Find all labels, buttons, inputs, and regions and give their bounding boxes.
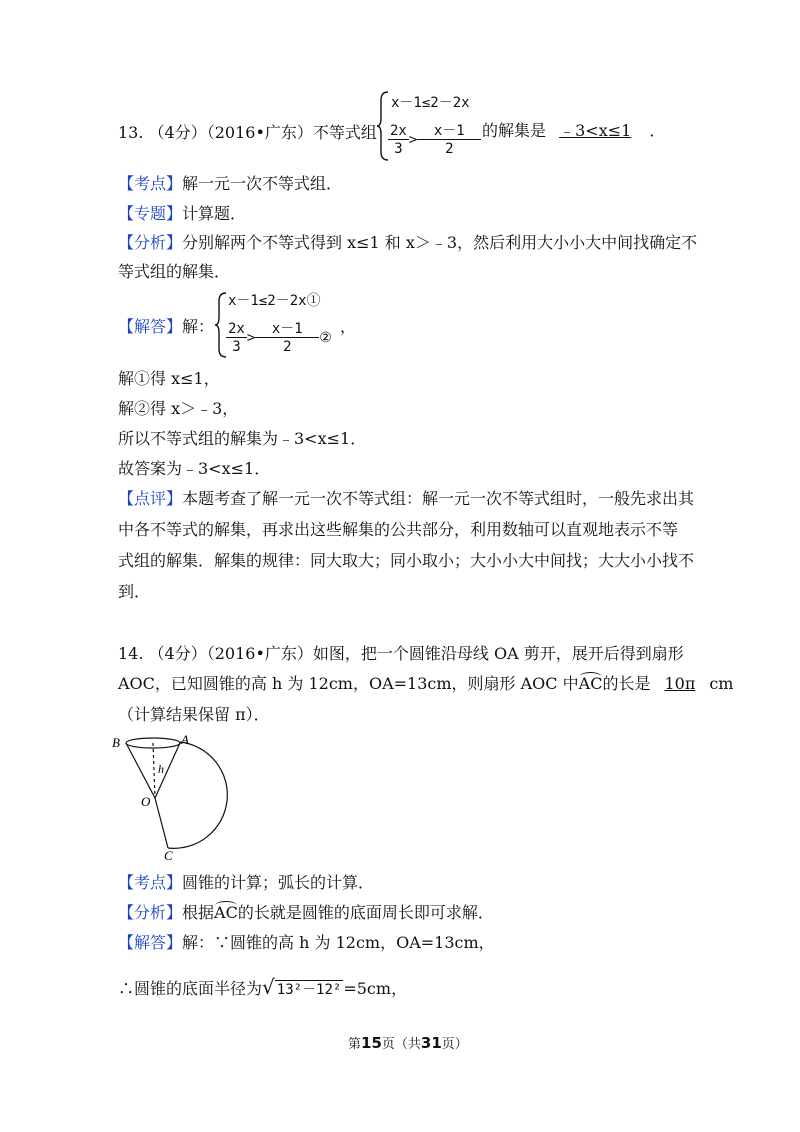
q13-frac-a-num: 2x	[390, 123, 407, 139]
q13-jieda	[118, 319, 214, 335]
q13-points: （4分）	[148, 123, 207, 142]
q13-circ2: ②	[319, 330, 332, 346]
q14-fenxi	[118, 905, 494, 921]
q14-line3: （计算结果保留 π）．	[118, 705, 270, 724]
q14-line2-a: AOC，已知圆锥的高 h 为 12cm，OA=13cm，则扇形 AOC 中	[118, 674, 579, 693]
q13-fenxi-line2: 等式组的解集．	[118, 262, 231, 281]
q13-frac-b-num: x－1	[417, 124, 481, 140]
q13-dianping-tag: 【点评】	[118, 489, 183, 508]
q13-jieda-prefix: 解：	[182, 317, 215, 336]
q13-step2: 解②得 x＞﹣3，	[118, 399, 239, 418]
q13-step1: 解①得 x≤1，	[118, 369, 220, 388]
q13-zhuanti	[118, 206, 246, 222]
q13-number: 13.	[118, 123, 144, 142]
q14-line2-b: 的长是	[602, 674, 651, 693]
q13-jieda-tag: 【解答】	[118, 317, 183, 336]
q14-jieda	[118, 935, 495, 951]
q13-step4: 故答案为﹣3<x≤1．	[118, 459, 271, 478]
q14-jieda-line1: 解：∵圆锥的高 h 为 12cm，OA=13cm，	[182, 933, 495, 952]
q13-frac-b-den: 2	[445, 141, 454, 157]
q13-dianping-line2: 中各不等式的解集，再求出这些解集的公共部分，利用数轴可以直观地表示不等	[118, 520, 679, 539]
q13-sys-frac-b-num: x－1	[255, 322, 319, 338]
q14-jieda-tag: 【解答】	[118, 933, 183, 952]
q14-cone-figure	[110, 730, 250, 865]
q14-fenxi-arc-ac: AC	[214, 903, 238, 922]
q13-dianping	[118, 491, 694, 507]
q13-dianping-line1: 本题考查了解一元一次不等式组：解一元一次不等式组时，一般先求出其	[182, 489, 695, 508]
q14-line2	[118, 676, 733, 692]
q13-sys-gt: >	[246, 330, 256, 346]
q13-frac-a-den: 3	[394, 141, 403, 157]
q13-zhuanti-tag: 【专题】	[118, 204, 183, 223]
q13-fenxi	[118, 235, 697, 251]
q13-end: ．	[649, 121, 666, 140]
footer-pre: 第	[348, 1037, 362, 1052]
q13-sys-frac-a-num: 2x	[228, 321, 245, 337]
q13-answer: ﹣3<x≤1	[559, 121, 632, 140]
q14-line1-text: （2016•广东）如图，把一个圆锥沿母线 OA 剪开，展开后得到扇形	[206, 644, 684, 663]
q13-sys-frac-a-den: 3	[232, 339, 241, 355]
footer-total-pages: 31	[420, 1034, 442, 1052]
page-footer	[348, 1036, 468, 1051]
q13-step3: 所以不等式组的解集为﹣3<x≤1．	[118, 429, 367, 448]
q14-unit: cm	[709, 674, 734, 693]
fig-label-a: A	[181, 732, 189, 747]
q13-kaodian	[118, 176, 342, 192]
q13-sys-comma: ，	[340, 317, 357, 336]
q13-tail	[482, 123, 665, 139]
q14-sqrt-expr: 13²－12²	[276, 982, 342, 998]
q13-header	[118, 125, 377, 141]
q14-fenxi-b: 的长就是圆锥的底面周长即可求解．	[237, 903, 494, 922]
q13-zhuanti-text: 计算题．	[182, 204, 247, 223]
q14-kaodian-tag: 【考点】	[118, 873, 183, 892]
fig-label-b: B	[112, 735, 120, 750]
q13-kaodian-text: 解一元一次不等式组．	[182, 174, 343, 193]
q14-line1	[118, 646, 684, 662]
q14-fenxi-tag: 【分析】	[118, 903, 183, 922]
q14-fenxi-a: 根据	[182, 903, 215, 922]
fig-label-o: O	[141, 794, 151, 809]
q13-fenxi-line1: 分别解两个不等式得到 x≤1 和 x＞﹣3，然后利用大小小大中间找确定不	[182, 233, 698, 252]
q13-ineq1: x－1≤2－2x	[391, 95, 470, 111]
q13-gt: >	[408, 132, 418, 148]
q13-tail-text: 的解集是	[482, 121, 547, 140]
q14-kaodian-text: 圆锥的计算；弧长的计算．	[182, 873, 375, 892]
q13-ineq2	[388, 124, 481, 156]
q13-sys-ineq2	[226, 322, 332, 354]
q13-fenxi-tag: 【分析】	[118, 233, 183, 252]
footer-post: 页）	[441, 1037, 468, 1052]
footer-mid: 页（共	[381, 1037, 421, 1052]
sqrt-icon: √	[262, 975, 275, 999]
q13-sys-frac-b-den: 2	[283, 339, 292, 355]
q14-answer: 10π	[664, 674, 696, 693]
q13-kaodian-tag: 【考点】	[118, 174, 183, 193]
fig-label-c: C	[164, 848, 173, 863]
q14-points: （4分）	[148, 644, 207, 663]
fig-label-h: h	[158, 762, 164, 776]
q14-jieda-2b: =5cm，	[343, 979, 408, 998]
footer-page-number: 15	[361, 1034, 382, 1052]
q13-dianping-line3: 式组的解集．解集的规律：同大取大；同小取小；大小小大中间找；大大小小找不	[118, 551, 695, 570]
q14-jieda-line2	[118, 977, 407, 997]
q14-jieda-2a: ∴圆锥的底面半径为	[118, 979, 263, 998]
q13-source: （2016•广东）不等式组	[206, 123, 377, 142]
q14-kaodian	[118, 875, 374, 891]
q13-dianping-line4: 到．	[118, 582, 151, 601]
q13-sys-ineq1: x－1≤2－2x①	[228, 293, 321, 309]
q14-arc-ac: AC	[578, 674, 603, 693]
q14-number: 14.	[118, 644, 144, 663]
